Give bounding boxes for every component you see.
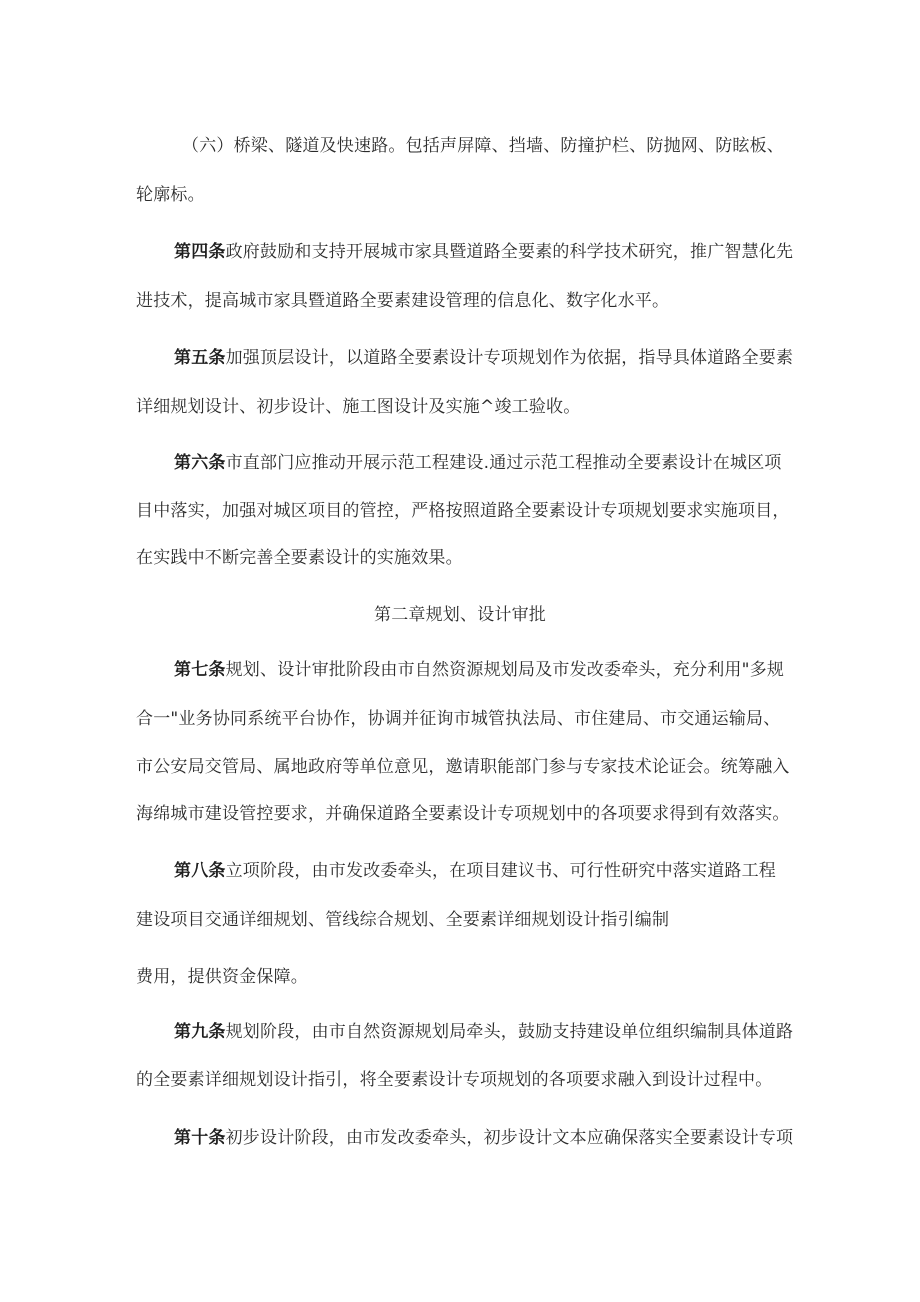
text-line: 详细规划设计、初步设计、施工图设计及实施^竣工验收。 (136, 397, 581, 417)
text-line: 建设项目交通详细规划、管线综合规划、全要素详细规划设计指引编制 (136, 910, 670, 930)
list-item-six-line-1 (182, 134, 788, 158)
text-line: （六）桥梁、隧道及快速路。包括声屏障、挡墙、防撞护栏、防抛网、防眩板、 (182, 136, 784, 156)
article-7-line-4 (136, 802, 788, 826)
article-heading: 第四条 (174, 242, 226, 262)
article-heading: 第九条 (174, 1022, 226, 1042)
text-line: 费用，提供资金保障。 (136, 967, 308, 987)
text-line: 立项阶段，由市发改委牵头，在项目建议书、可行性研究中落实道路工程 (225, 861, 777, 881)
article-4-line-2 (136, 289, 788, 313)
article-8-line-2 (136, 908, 788, 932)
article-7-line-3 (136, 755, 788, 779)
text-line: 初步设计阶段，由市发改委牵头，初步设计文本应确保落实全要素设计专项 (225, 1128, 794, 1148)
article-8-line-1 (174, 859, 788, 883)
article-6-line-2 (136, 499, 788, 523)
text-line: 海绵城市建设管控要求，并确保道路全要素设计专项规划中的各项要求得到有效落实。 (136, 804, 790, 824)
article-heading: 第十条 (174, 1128, 226, 1148)
text-line: 市直部门应推动开展示范工程建设.通过示范工程推动全要素设计在城区项 (225, 453, 782, 473)
article-5-line-2 (136, 395, 788, 419)
article-7-line-1 (174, 658, 788, 682)
text-line: 政府鼓励和支持开展城市家具暨道路全要素的科学技术研究，推广智慧化先 (225, 242, 794, 262)
article-heading: 第七条 (174, 660, 226, 680)
text-line: 加强顶层设计，以道路全要素设计专项规划作为依据，指导具体道路全要素 (225, 348, 794, 368)
text-line: 的全要素详细规划设计指引，将全要素设计专项规划的各项要求融入到设计过程中。 (136, 1070, 773, 1090)
text-line: 规划阶段，由市自然资源规划局牵头，鼓励支持建设单位组织编制具体道路 (225, 1022, 794, 1042)
article-heading: 第五条 (174, 348, 226, 368)
article-7-line-2 (136, 707, 788, 731)
article-6-line-3 (136, 546, 788, 570)
article-6-line-1 (174, 451, 788, 475)
article-9-line-1 (174, 1020, 794, 1044)
article-5-line-1 (174, 346, 794, 370)
text-line: 目中落实，加强对城区项目的管控，严格按照道路全要素设计专项规划要求实施项目， (136, 501, 790, 521)
text-line: 进技术，提高城市家具暨道路全要素建设管理的信息化、数字化水平。 (136, 291, 670, 311)
article-heading: 第六条 (174, 453, 226, 473)
article-10-line-1 (174, 1126, 794, 1150)
article-4-line-1 (174, 240, 794, 264)
text-line: 在实践中不断完善全要素设计的实施效果。 (136, 548, 463, 568)
text-line: 合一"业务协同系统平台协作，协调并征询市城管执法局、市住建局、市交通运输局、 (136, 709, 781, 729)
text-line: 市公安局交管局、属地政府等单位意见，邀请职能部门参与专家技术论证会。统筹融入 (136, 757, 790, 777)
text-line: 规划、设计审批阶段由市自然资源规划局及市发改委牵头，充分利用"多规 (225, 660, 785, 680)
chapter-heading: 第二章规划、设计审批 (374, 605, 546, 625)
article-9-line-2 (136, 1068, 788, 1092)
article-8-line-3 (136, 965, 788, 989)
article-heading: 第八条 (174, 861, 226, 881)
list-item-six-line-2 (136, 183, 788, 207)
text-line: 轮廓标。 (136, 185, 205, 205)
